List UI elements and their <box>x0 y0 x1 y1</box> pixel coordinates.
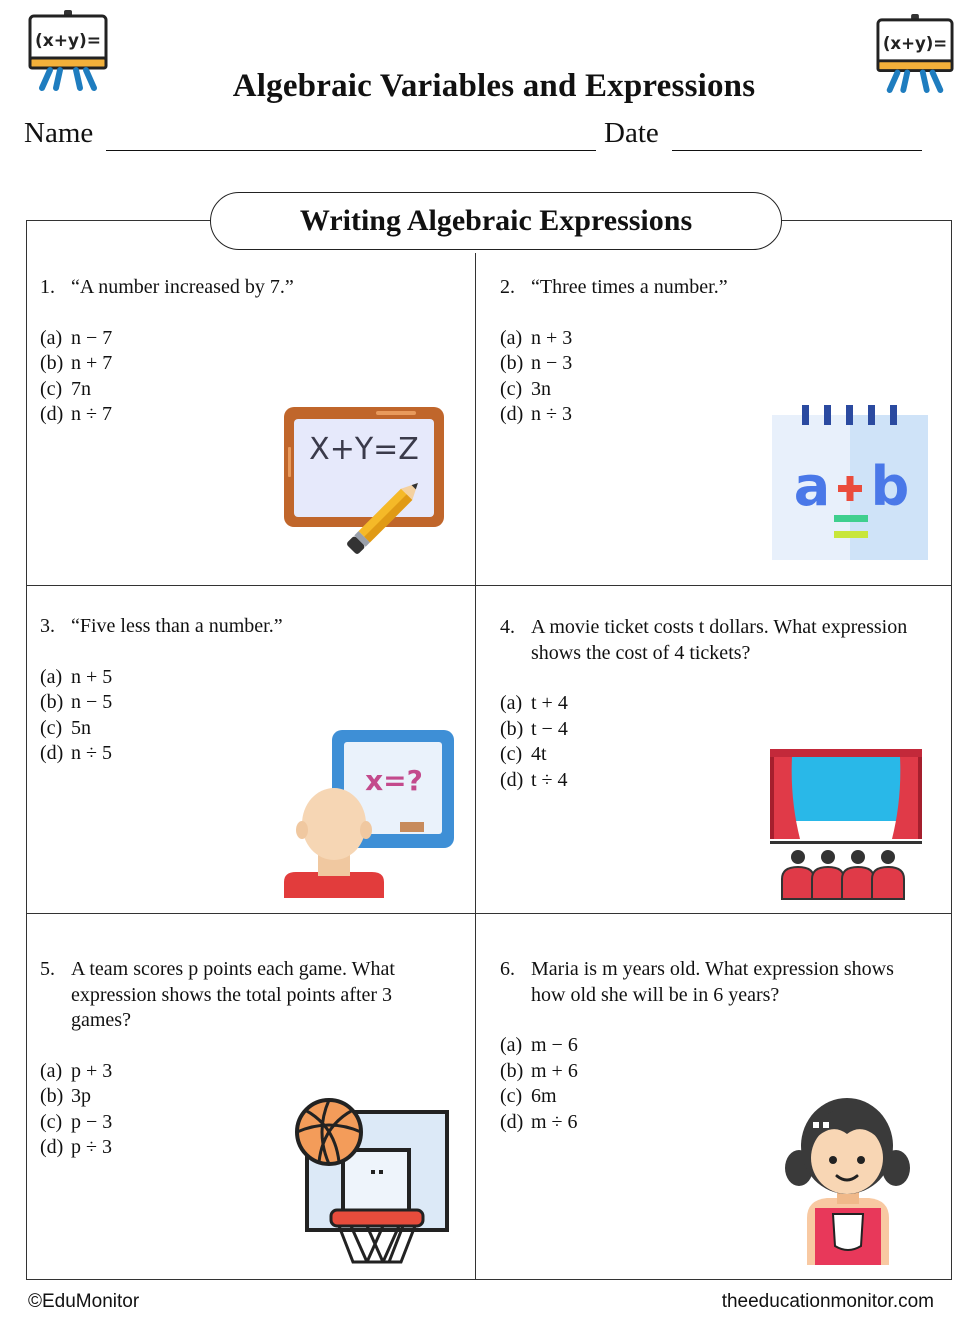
date-field[interactable] <box>672 150 922 151</box>
cinema-icon <box>770 749 922 901</box>
svg-text:X+Y=Z: X+Y=Z <box>309 432 419 467</box>
option[interactable]: (b) n + 7 <box>40 352 113 374</box>
option[interactable]: (a) m − 6 <box>500 1034 578 1056</box>
svg-text:(x+y)=: (x+y)= <box>34 31 102 51</box>
question-2: 2. “Three times a number.” (a) n + 3 (b) n − 3 (c) 3n (d) n ÷ 3 <box>500 275 930 428</box>
svg-text:(x+y)=: (x+y)= <box>882 34 948 54</box>
svg-text:x=?: x=? <box>365 764 423 797</box>
girl-icon <box>785 1090 910 1265</box>
question-1: 1. “A number increased by 7.” (a) n − 7 (b) n + 7 (c) 7n (d) n ÷ 7 <box>40 275 460 428</box>
option[interactable]: (b) n − 5 <box>40 691 113 713</box>
option[interactable]: (b) t − 4 <box>500 717 568 740</box>
chalkboard-pencil-icon <box>284 407 446 567</box>
basketball-hoop-icon <box>295 1098 450 1263</box>
footer-copyright: ©EduMonitor <box>28 1291 140 1312</box>
option[interactable]: (a) n + 5 <box>40 665 113 688</box>
option[interactable]: (b) n − 3 <box>500 352 573 374</box>
option[interactable]: (a) n + 3 <box>500 326 573 349</box>
name-label: Name <box>24 117 94 149</box>
question-3: 3. “Five less than a number.” (a) n + 5 (b) n − 5 (c) 5n (d) n ÷ 5 <box>40 614 460 767</box>
svg-text:b: b <box>870 455 910 518</box>
footer-website[interactable]: theeducationmonitor.com <box>721 1291 934 1312</box>
option[interactable]: (d) m ÷ 6 <box>500 1110 578 1133</box>
svg-text:a: a <box>793 455 831 518</box>
option[interactable]: (c) 6m <box>500 1085 557 1107</box>
option[interactable]: (a) t + 4 <box>500 692 568 714</box>
option[interactable]: (c) 4t <box>500 743 547 765</box>
section-title: Writing Algebraic Expressions <box>210 192 782 250</box>
option[interactable]: (a) p + 3 <box>40 1059 113 1082</box>
option[interactable]: (b) 3p <box>40 1085 91 1107</box>
option[interactable]: (d) n ÷ 3 <box>500 403 572 425</box>
sketchpad-icon <box>772 405 928 560</box>
question-4: 4. A movie ticket costs t dollars. What expression shows the cost of 4 tickets? (a) t + 4 (b) t − 4 (c) 4t (d) t ÷ 4 <box>500 615 935 793</box>
date-label: Date <box>604 117 659 149</box>
option[interactable]: (c) 5n <box>40 716 91 739</box>
option[interactable]: (d) p ÷ 3 <box>40 1136 112 1158</box>
name-field[interactable] <box>106 150 596 151</box>
option[interactable]: (d) n ÷ 7 <box>40 403 112 425</box>
option[interactable]: (a) n − 7 <box>40 326 113 349</box>
option[interactable]: (d) n ÷ 5 <box>40 742 112 764</box>
page-title: Algebraic Variables and Expressions <box>232 68 756 104</box>
option[interactable]: (c) p − 3 <box>40 1110 113 1133</box>
teacher-whiteboard-icon <box>284 730 454 900</box>
question-5: 5. A team scores p points each game. What expression shows the total points after 3 games? (a) p + 3 (b) 3p (c) p − 3 (d) p ÷ 3 <box>40 957 430 1161</box>
question-6: 6. Maria is m years old. What expression shows how old she will be in 6 years? (a) m − 6 (b) m + 6 (c) 6m (d) m ÷ 6 <box>500 957 925 1135</box>
option[interactable]: (b) m + 6 <box>500 1059 578 1082</box>
option[interactable]: (d) t ÷ 4 <box>500 768 568 791</box>
option[interactable]: (c) 3n <box>500 377 551 400</box>
option[interactable]: (c) 7n <box>40 377 91 400</box>
